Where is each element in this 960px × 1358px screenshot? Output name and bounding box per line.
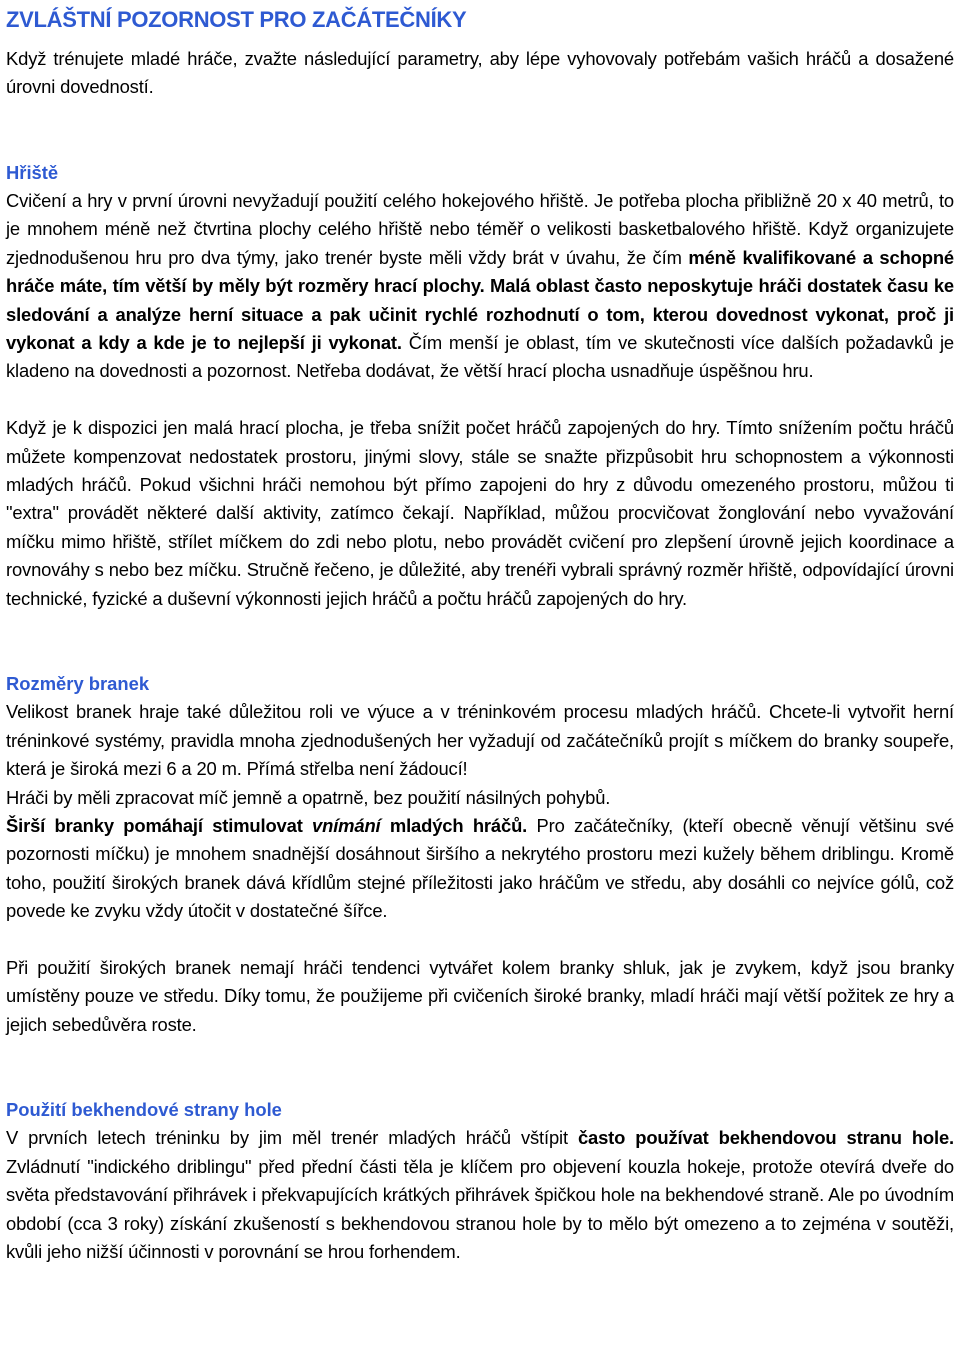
spacer bbox=[6, 35, 954, 45]
bold-text-run: Širší branky pomáhají stimulovat bbox=[6, 814, 313, 836]
text-run: Čím menší je oblast, tím ve skutečnosti více dalších požadavků je kladeno na dovednosti a pozornost. Netřeba dodávat, že větší hrací plocha usnadňuje úspěšnou hru. bbox=[6, 332, 954, 382]
text-run: Zvládnutí "indického driblingu" před přední části těla je klíčem pro objevení kouzla hokeje, protože otevírá dveře do světa představování přihrávek i překvapujících krátkých přihrávek špičkou hole na bekhendové straně. Ale po úvodním období (cca 3 roky) získání zkušeností s bekhendovou stranou hole by to mělo být omezeno a to zejména v soutěži, kvůli jeho nižší účinnosti v porovnání se hrou forhendem. bbox=[6, 1155, 954, 1262]
spacer bbox=[6, 926, 954, 954]
branky-paragraph-2: Hráči by měli zpracovat míč jemně a opatrně, bez použití násilných pohybů. bbox=[6, 786, 611, 808]
branky-paragraph-4: Při použití širokých branek nemají hráči tendenci vytvářet kolem branky shluk, jak je zvykem, když jsou branky umístěny pouze ve středu. Díky tomu, že použijeme při cvičeních široké branky, mladí hráči mají větší požitek ze hry a jejich sebedůvěra roste. bbox=[6, 956, 954, 1035]
bold-text-run: často používat bekhendovou stranu hole. bbox=[577, 1127, 954, 1149]
page-title: ZVLÁŠTNÍ POZORNOST PRO ZAČÁTEČNÍKY bbox=[6, 7, 467, 32]
text-run: Cvičení a hry v první úrovni nevyžadují použití celého hokejového hřiště. Je potřeba plocha přibližně 20 x 40 metrů, to je mnohem méně než čtvrtina plochy celého hřiště nebo téměř o velikosti basketbalového hřiště. Když organizujete zjednodušenou hru pro dva týmy, jako trenér byste měli vždy brát v úvahu, že čím bbox=[6, 190, 954, 268]
bold-italic-text-run: vnímání bbox=[312, 814, 381, 836]
hriste-paragraph-2: Když je k dispozici jen malá hrací plocha, je třeba snížit počet hráčů zapojených do hry. Tímto snížením počtu hráčů můžete kompenzovat nedostatek prostoru, jinými slovy, stále se snažte přizpůsobit hru schopnostem a výkonnosti mladých hráčů. Pokud všichni hráči nemohou být přímo zapojeni do hry z důvodu omezeného prostoru, můžou ti "extra" provádět některé další aktivity, zatímco čekají. Například, můžou procvičovat žonglování nebo vyvažování míčku mimo hřiště, střílet míčkem do zdi nebo plotu, nebo provádět cvičení pro zlepšení úrovně jejich koordinace a rovnováhy s nebo bez míčku. Stručně řečeno, je důležité, aby trenéři vybrali správný rozměr hřiště, odpovídající úrovni technické, fyzické a duševní výkonnosti jejich hráčů a počtu hráčů zapojených do hry. bbox=[6, 417, 954, 609]
bekhend-paragraph-1 bbox=[6, 1124, 954, 1266]
spacer bbox=[6, 386, 954, 414]
section-heading-branky: Rozměry branek bbox=[6, 672, 150, 694]
branky-paragraph-1: Velikost branek hraje také důležitou roli ve výuce a v tréninkovém procesu mladých hráčů. Chcete-li vytvořit herní tréninkové systémy, pravidla mnoha zjednodušených her vyžadují od začátečníků projít s míčkem do branky soupeře, která je široká mezi 6 a 20 m. Přímá střelba není žádoucí! bbox=[6, 701, 954, 780]
bold-text-run: mladých hráčů. bbox=[380, 814, 528, 836]
text-run: V prvních letech tréninku by jim měl trenér mladých hráčů vštípit bbox=[6, 1127, 578, 1149]
intro-paragraph: Když trénujete mladé hráče, zvažte následující parametry, aby lépe vyhovovaly potřebám vašich hráčů a dosažené úrovni dovedností. bbox=[6, 48, 954, 98]
text-run: Pro začátečníky, (kteří obecně věnují většinu své pozornosti míčku) je mnohem snadnější dosáhnout širšího a nekrytého prostoru mezi kužely během driblingu. Kromě toho, použití širokých branek dává křídlům stejné příležitosti jako hráčům ve středu, aby dosáhli co nejvíce gólů, což povede ke zvyku vždy útočit v dostatečné šířce. bbox=[6, 814, 954, 922]
spacer bbox=[6, 613, 954, 670]
section-heading-bekhend: Použití bekhendové strany hole bbox=[6, 1098, 282, 1120]
spacer bbox=[6, 1039, 954, 1096]
document-page bbox=[6, 4, 954, 1266]
branky-paragraph-3 bbox=[6, 812, 954, 926]
section-heading-hriste: Hřiště bbox=[6, 161, 59, 183]
bold-text-run: méně kvalifikované a schopné hráče máte, tím větší by měly být rozměry hrací plochy. Malá oblast často neposkytuje hráči dostatek času ke sledování a analýze herní situace a pak učinit rychlé rozhodnutí o tom, kterou dovednost vykonat, proč ji vykonat a kdy a kde je to nejlepší ji vykonat. bbox=[6, 246, 954, 354]
hriste-paragraph-1 bbox=[6, 187, 954, 386]
spacer bbox=[6, 102, 954, 159]
